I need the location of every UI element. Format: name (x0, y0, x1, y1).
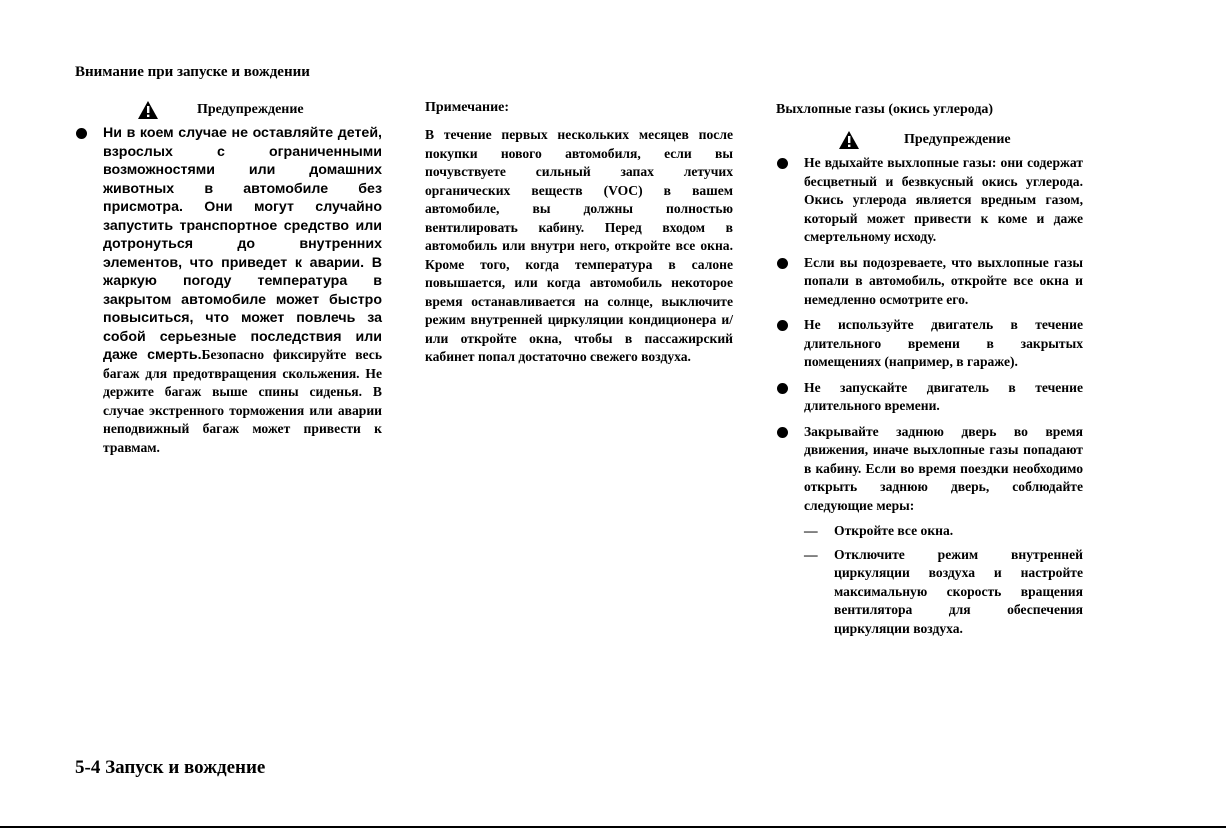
bottom-divider (0, 826, 1226, 828)
bullet-text: Закрывайте заднюю дверь во время движения, иначе выхлопные газы попадают в кабину. Если во время поездки необходимо открыть заднюю дверь, соблюдайте следующие меры: (804, 423, 1083, 513)
dash-marker: — (804, 523, 818, 538)
column-warning-children (75, 100, 382, 463)
warning-title: Предупреждение (197, 102, 304, 117)
warning-triangle-icon (137, 100, 159, 120)
bullet-text: Не используйте двигатель в течение длительного времени в закрытых помещениях (например, в гараже). (804, 317, 1083, 369)
warning-title: Предупреждение (904, 132, 1011, 147)
bullet-icon (777, 158, 788, 169)
exhaust-bullet (776, 154, 1083, 247)
dash-marker: — (804, 546, 818, 562)
page-footer: 5-4 Запуск и вождение (75, 757, 266, 778)
warning-text-sans: Ни в коем случае не оставляйте детей, взрослых с ограниченными возможностями или домашних животных в автомобиле без присмотра. Они могут случайно запустить транспортное средство или дотронуться до внутренних элементов, что приведет к аварии. В жаркую погоду температура в закрытом автомобиле может быстро повыситься, что может повлечь за собой серьезные последствия или даже смерть. (103, 125, 382, 363)
bullet-icon (777, 258, 788, 269)
exhaust-bullet (776, 379, 1083, 416)
warning-triangle-icon (838, 130, 860, 150)
warning-text-serif: Безопасно фиксируйте весь багаж для предотвращения скольжения. Не держите багаж выше спины сиденья. В случае экстренного торможения или аварии неподвижный багаж может привести к травмам. (103, 347, 383, 455)
exhaust-bullet (776, 316, 1083, 372)
exhaust-heading: Выхлопные газы (окись углерода) (776, 102, 994, 117)
column-note (425, 100, 733, 367)
note-title: Примечание: (425, 100, 510, 115)
bullet-text: Не запускайте двигатель в течение длительного времени. (804, 379, 1083, 413)
bullet-icon (76, 128, 87, 139)
bullet-icon (777, 383, 788, 394)
warning-bullet (75, 124, 382, 457)
sub-item-text: Откройте все окна. (834, 523, 954, 538)
warning-header (137, 100, 382, 120)
bullet-icon (777, 320, 788, 331)
sub-item (804, 522, 1083, 541)
sub-item (804, 546, 1083, 639)
exhaust-bullet (776, 254, 1083, 310)
warning-header (838, 130, 1083, 150)
column-exhaust (776, 102, 1083, 638)
sub-item-text: Отключите режим внутренней циркуляции воздуха и настройте максимальную скорость вращения вентилятора для обеспечения циркуляции воздуха. (834, 546, 1083, 636)
section-title: Внимание при запуске и вождении (75, 64, 310, 80)
exhaust-bullet (776, 423, 1083, 516)
bullet-icon (777, 427, 788, 438)
bullet-text: Если вы подозреваете, что выхлопные газы попали в автомобиль, откройте все окна и немедленно осмотрите его. (804, 254, 1083, 307)
bullet-text: Не вдыхайте выхлопные газы: они содержат бесцветный и безвкусный окись углерода. Окись углерода является вредным газом, который может привести к коме и даже смертельному исходу. (804, 155, 1083, 244)
note-text: В течение первых нескольких месяцев после покупки нового автомобиля, если вы почувствуете сильный запах летучих органических веществ (VOC) в вашем автомобиле, вы должны полностью вентилировать кабину. Перед входом в автомобиль или внутри него, откройте все окна. Кроме того, когда температура в салоне повышается, или когда автомобиль некоторое время останавливается на солнце, выключите режим внутренней циркуляции кондиционера и/или откройте окна, чтобы в пассажирский кабинет попал достаточно свежего воздуха. (425, 127, 733, 364)
